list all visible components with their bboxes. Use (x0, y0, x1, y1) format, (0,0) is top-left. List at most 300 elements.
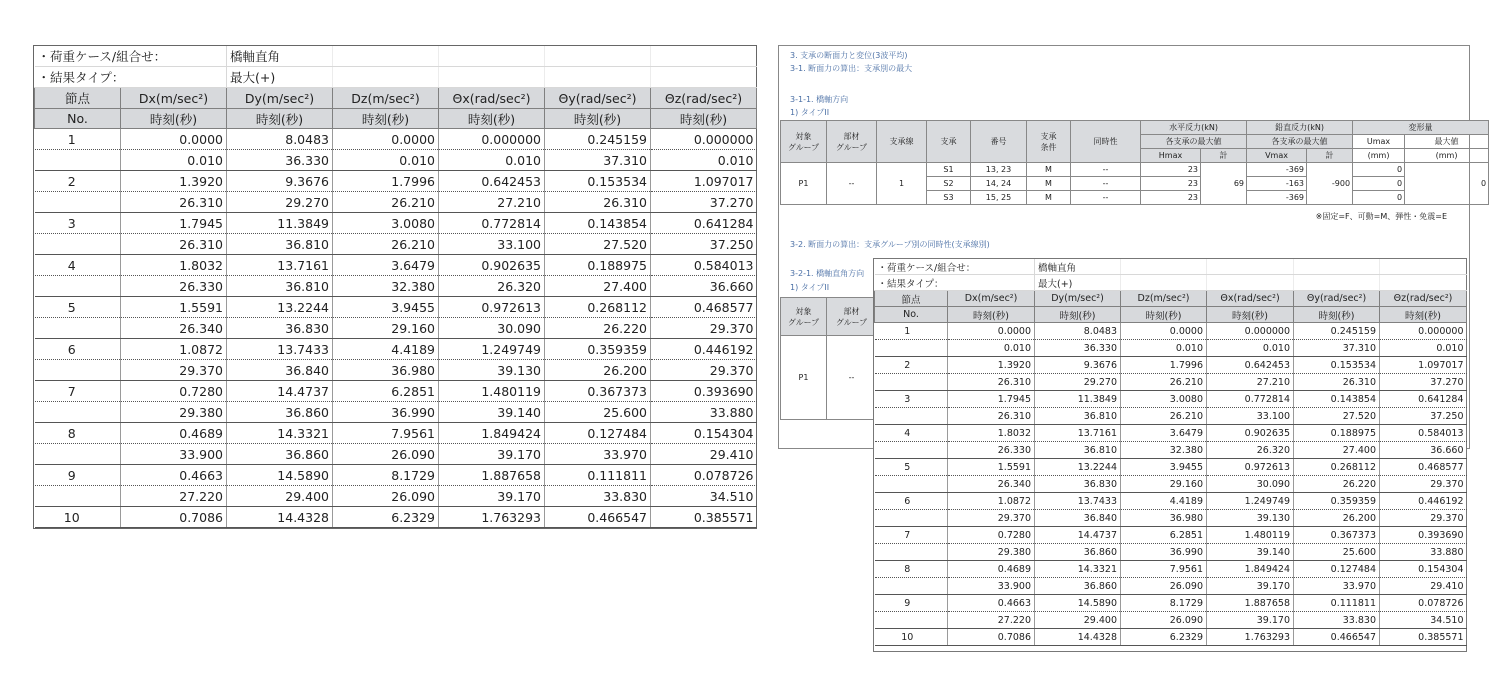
node-number: 7 (35, 381, 121, 402)
max-value-cell: 0.127484 (545, 423, 651, 444)
table-row (875, 612, 1467, 629)
time-value-cell: 29.370 (121, 360, 227, 381)
time-value-cell: 36.980 (333, 360, 439, 381)
table-row (35, 444, 757, 465)
time-value-cell: 33.100 (1207, 408, 1294, 425)
empty-cell (1121, 259, 1207, 275)
empty-cell (875, 408, 948, 425)
table-row (35, 507, 757, 528)
empty-cell (1207, 275, 1294, 291)
max-value-cell: 0.7086 (948, 629, 1035, 646)
time-value-cell: 36.990 (333, 402, 439, 423)
column-header: 時刻(秒) (545, 109, 651, 129)
max-value-cell: 1.887658 (439, 465, 545, 486)
max-value-cell: 3.6479 (333, 255, 439, 276)
cell-number: 15, 25 (971, 191, 1027, 205)
time-value-cell: 29.370 (948, 510, 1035, 527)
header-row (35, 109, 757, 129)
time-value-cell: 33.830 (545, 486, 651, 507)
time-value-cell: 29.380 (948, 544, 1035, 561)
max-value-cell: 0.111811 (545, 465, 651, 486)
time-value-cell: 29.370 (651, 360, 757, 381)
max-value-cell: 0.7280 (121, 381, 227, 402)
table-row (35, 402, 757, 423)
load-case-label: ・荷重ケース/組合せ： (875, 259, 1035, 275)
column-header: Dy(m/sec²) (227, 88, 333, 109)
max-value-cell: 0.154304 (1380, 561, 1467, 578)
time-value-cell: 0.010 (121, 150, 227, 171)
table-row (35, 234, 757, 255)
node-number: 3 (875, 391, 948, 408)
time-value-cell: 0.010 (948, 340, 1035, 357)
cell-v-total: -900 (1307, 163, 1353, 205)
max-value-cell: 7.9561 (333, 423, 439, 444)
node-number: 2 (35, 171, 121, 192)
node-number: 10 (875, 629, 948, 646)
time-value-cell: 26.340 (121, 318, 227, 339)
max-value-cell: 0.111811 (1294, 595, 1380, 612)
max-value-cell: 0.584013 (1380, 425, 1467, 442)
time-value-cell: 26.210 (1121, 374, 1207, 391)
column-header: Θy(rad/sec²) (545, 88, 651, 109)
max-value-cell: 9.3676 (1035, 357, 1121, 374)
time-value-cell: 39.130 (1207, 510, 1294, 527)
max-value-cell: 1.3920 (948, 357, 1035, 374)
max-value-cell: 13.7161 (227, 255, 333, 276)
empty-cell (875, 374, 948, 391)
max-value-cell: 1.887658 (1207, 595, 1294, 612)
time-value-cell: 26.200 (1294, 510, 1380, 527)
empty-cell (651, 67, 757, 88)
max-value-cell: 14.4737 (1035, 527, 1121, 544)
type-label: 1) タイプII (790, 108, 830, 117)
cell-bearing: S3 (927, 191, 971, 205)
node-number: 7 (875, 527, 948, 544)
cell-vmax: -369 (1247, 163, 1307, 177)
time-value-cell: 29.410 (651, 444, 757, 465)
max-value-cell: 0.367373 (545, 381, 651, 402)
time-value-cell: 29.370 (1380, 510, 1467, 527)
time-value-cell: 37.270 (1380, 374, 1467, 391)
max-value-cell: 11.3849 (1035, 391, 1121, 408)
cell-max-total: 0 (1405, 163, 1489, 205)
hdr-bearing: 支承 (927, 121, 971, 163)
empty-cell (35, 444, 121, 465)
hdr-condition: 支承 条件 (1027, 121, 1071, 163)
node-number: 4 (35, 255, 121, 276)
max-value-cell: 0.393690 (651, 381, 757, 402)
table-row (875, 527, 1467, 544)
cell-member: -- (827, 163, 877, 205)
table-row (875, 459, 1467, 476)
table-row (35, 318, 757, 339)
max-value-cell: 0.245159 (1294, 323, 1380, 340)
max-value-cell: 0.000000 (439, 129, 545, 150)
time-value-cell: 36.860 (1035, 578, 1121, 595)
max-value-cell: 1.849424 (439, 423, 545, 444)
max-value-cell: 3.9455 (1121, 459, 1207, 476)
table-row (35, 213, 757, 234)
time-value-cell: 36.330 (1035, 340, 1121, 357)
max-value-cell: 14.5890 (1035, 595, 1121, 612)
time-value-cell: 30.090 (439, 318, 545, 339)
time-value-cell: 25.600 (1294, 544, 1380, 561)
hdr-hmax: Hmax (1141, 149, 1201, 163)
column-header: No. (35, 109, 121, 129)
time-value-cell: 27.220 (948, 612, 1035, 629)
max-value-cell: 1.249749 (439, 339, 545, 360)
time-value-cell: 26.090 (1121, 612, 1207, 629)
column-header: 時刻(秒) (121, 109, 227, 129)
table-row (875, 476, 1467, 493)
table-row (35, 129, 757, 150)
hdr-deformation: 変形量 (1353, 121, 1489, 135)
max-value-cell: 0.154304 (651, 423, 757, 444)
result-type-row (875, 275, 1467, 291)
column-header: 時刻(秒) (1121, 307, 1207, 323)
time-value-cell: 26.220 (1294, 476, 1380, 493)
max-value-cell: 1.7945 (121, 213, 227, 234)
empty-cell (35, 486, 121, 507)
max-value-cell: 13.7433 (227, 339, 333, 360)
max-value-cell: 0.188975 (1294, 425, 1380, 442)
hdr-bearing-line: 支承線 (877, 121, 927, 163)
time-value-cell: 36.860 (227, 444, 333, 465)
max-value-cell: 1.0872 (948, 493, 1035, 510)
cell-cond: M (1027, 177, 1071, 191)
hdr-unit: (mm) (1353, 149, 1405, 163)
empty-cell (1380, 259, 1467, 275)
time-value-cell: 26.310 (545, 192, 651, 213)
column-header: Dz(m/sec²) (333, 88, 439, 109)
result-type-value: 最大(+) (1035, 275, 1121, 291)
empty-cell (35, 318, 121, 339)
time-value-cell: 37.270 (651, 192, 757, 213)
max-value-cell: 6.2851 (1121, 527, 1207, 544)
column-header: 時刻(秒) (1035, 307, 1121, 323)
hdr-target-group: 対象 グループ (781, 298, 827, 336)
max-value-cell: 0.4663 (948, 595, 1035, 612)
legend-note: ※固定=F、可動=M、弾性・免震=E (1315, 212, 1447, 221)
max-value-cell: 0.000000 (651, 129, 757, 150)
max-value-cell: 0.078726 (651, 465, 757, 486)
time-value-cell: 39.140 (1207, 544, 1294, 561)
max-value-cell: 0.584013 (651, 255, 757, 276)
max-value-cell: 14.3321 (227, 423, 333, 444)
column-header: Dx(m/sec²) (948, 291, 1035, 307)
time-value-cell: 26.310 (948, 408, 1035, 425)
time-value-cell: 29.160 (1121, 476, 1207, 493)
empty-cell (651, 46, 757, 67)
max-value-cell: 8.0483 (227, 129, 333, 150)
table-row (35, 381, 757, 402)
max-value-cell: 0.359359 (1294, 493, 1380, 510)
max-value-cell: 3.0080 (333, 213, 439, 234)
table-row (35, 192, 757, 213)
table-row (35, 255, 757, 276)
time-value-cell: 29.270 (227, 192, 333, 213)
time-value-cell: 39.170 (439, 444, 545, 465)
empty-cell (35, 402, 121, 423)
max-value-cell: 1.480119 (439, 381, 545, 402)
empty-cell (875, 476, 948, 493)
time-value-cell: 30.090 (1207, 476, 1294, 493)
time-value-cell: 36.810 (227, 276, 333, 297)
column-header: Θx(rad/sec²) (439, 88, 545, 109)
time-value-cell: 26.090 (333, 486, 439, 507)
time-value-cell: 26.330 (948, 442, 1035, 459)
hdr-target-group: 対象 グループ (781, 121, 827, 163)
max-value-cell: 0.0000 (121, 129, 227, 150)
section-heading: 3-2. 断面力の算出：支承グループ別の同時性(支承線別) (790, 240, 990, 249)
time-value-cell: 0.010 (1121, 340, 1207, 357)
empty-cell (35, 276, 121, 297)
load-case-value: 橋軸直角 (227, 46, 333, 67)
time-value-cell: 32.380 (1121, 442, 1207, 459)
table-row (875, 578, 1467, 595)
node-number: 6 (35, 339, 121, 360)
max-value-cell: 0.972613 (1207, 459, 1294, 476)
table-row (875, 391, 1467, 408)
table-row (875, 374, 1467, 391)
empty-cell (1121, 275, 1207, 291)
max-value-cell: 14.5890 (227, 465, 333, 486)
node-number: 4 (875, 425, 948, 442)
hdr-each-max: 各支承の最大値 (1247, 135, 1353, 149)
node-number: 8 (35, 423, 121, 444)
load-case-value: 橋軸直角 (1035, 259, 1121, 275)
max-value-cell: 6.2851 (333, 381, 439, 402)
time-value-cell: 26.210 (333, 234, 439, 255)
table-row (875, 340, 1467, 357)
time-value-cell: 27.400 (545, 276, 651, 297)
table-row (35, 423, 757, 444)
time-value-cell: 29.380 (121, 402, 227, 423)
max-value-cell: 1.5591 (948, 459, 1035, 476)
column-header: 時刻(秒) (439, 109, 545, 129)
max-value-cell: 0.367373 (1294, 527, 1380, 544)
column-header: Θz(rad/sec²) (651, 88, 757, 109)
max-value-cell: 1.849424 (1207, 561, 1294, 578)
max-value-cell: 13.7161 (1035, 425, 1121, 442)
node-number: 5 (875, 459, 948, 476)
empty-cell (875, 510, 948, 527)
max-value-cell: 0.143854 (1294, 391, 1380, 408)
empty-cell (35, 360, 121, 381)
cell-hmax: 23 (1141, 163, 1201, 177)
time-value-cell: 33.100 (439, 234, 545, 255)
cell-h-total: 69 (1201, 163, 1247, 205)
max-value-cell: 0.078726 (1380, 595, 1467, 612)
table-row (875, 425, 1467, 442)
hdr-member-group: 部材 グループ (827, 298, 877, 336)
empty-cell (545, 46, 651, 67)
time-value-cell: 0.010 (1380, 340, 1467, 357)
time-value-cell: 33.830 (1294, 612, 1380, 629)
column-header: Θy(rad/sec²) (1294, 291, 1380, 307)
time-value-cell: 26.320 (439, 276, 545, 297)
time-value-cell: 37.310 (545, 150, 651, 171)
hdr-max-value: 最大値 (1405, 135, 1489, 149)
max-value-cell: 0.268112 (545, 297, 651, 318)
time-value-cell: 26.200 (545, 360, 651, 381)
max-value-cell: 0.4689 (121, 423, 227, 444)
time-value-cell: 27.210 (1207, 374, 1294, 391)
max-value-cell: 1.8032 (948, 425, 1035, 442)
node-number: 9 (35, 465, 121, 486)
max-value-cell: 14.4328 (227, 507, 333, 528)
cell-hmax: 23 (1141, 191, 1201, 205)
max-value-cell: 13.2244 (227, 297, 333, 318)
max-value-cell: 1.7996 (1121, 357, 1207, 374)
max-value-cell: 3.9455 (333, 297, 439, 318)
max-value-cell: 8.0483 (1035, 323, 1121, 340)
table-row (875, 595, 1467, 612)
max-value-cell: 0.245159 (545, 129, 651, 150)
max-value-cell: 14.3321 (1035, 561, 1121, 578)
time-value-cell: 26.220 (545, 318, 651, 339)
table-row (35, 150, 757, 171)
time-value-cell: 36.990 (1121, 544, 1207, 561)
hdr-sum: 計 (1307, 149, 1353, 163)
cell-hmax: 23 (1141, 177, 1201, 191)
time-value-cell: 26.310 (1294, 374, 1380, 391)
max-value-cell: 3.0080 (1121, 391, 1207, 408)
time-value-cell: 26.310 (948, 374, 1035, 391)
table-row (35, 171, 757, 192)
time-value-cell: 0.010 (1207, 340, 1294, 357)
column-header: Θx(rad/sec²) (1207, 291, 1294, 307)
max-value-cell: 1.8032 (121, 255, 227, 276)
time-value-cell: 34.510 (1380, 612, 1467, 629)
time-value-cell: 37.310 (1294, 340, 1380, 357)
max-value-cell: 3.6479 (1121, 425, 1207, 442)
column-header: Dx(m/sec²) (121, 88, 227, 109)
table-row (875, 357, 1467, 374)
time-value-cell: 29.370 (651, 318, 757, 339)
max-value-cell: 0.393690 (1380, 527, 1467, 544)
max-value-cell: 8.1729 (333, 465, 439, 486)
time-value-cell: 29.400 (1035, 612, 1121, 629)
node-number: 6 (875, 493, 948, 510)
max-value-cell: 0.385571 (651, 507, 757, 528)
cell-bearing: S2 (927, 177, 971, 191)
subsection-heading: 3-1-1. 橋軸方向 (790, 95, 849, 104)
table-row (35, 360, 757, 381)
cell-cond: M (1027, 191, 1071, 205)
max-value-cell: 1.097017 (651, 171, 757, 192)
time-value-cell: 36.860 (1035, 544, 1121, 561)
column-header: Θz(rad/sec²) (1380, 291, 1467, 307)
time-value-cell: 36.980 (1121, 510, 1207, 527)
empty-cell (875, 544, 948, 561)
section-heading: 3. 支承の断面力と変位(3波平均) (790, 51, 908, 60)
max-value-cell: 0.268112 (1294, 459, 1380, 476)
max-value-cell: 0.127484 (1294, 561, 1380, 578)
time-value-cell: 33.880 (651, 402, 757, 423)
table-row (35, 486, 757, 507)
max-value-cell: 0.000000 (1207, 323, 1294, 340)
result-table-overlay (873, 258, 1467, 652)
max-value-cell: 0.466547 (545, 507, 651, 528)
max-value-cell: 0.7086 (121, 507, 227, 528)
time-value-cell: 26.330 (121, 276, 227, 297)
cell-umax: 0 (1353, 177, 1405, 191)
time-value-cell: 36.660 (1380, 442, 1467, 459)
cell-number: 14, 24 (971, 177, 1027, 191)
hdr-unit: (mm) (1405, 149, 1489, 163)
load-case-row (35, 46, 757, 67)
time-value-cell: 0.010 (651, 150, 757, 171)
time-value-cell: 29.400 (227, 486, 333, 507)
hdr-each-max: 各支承の最大値 (1141, 135, 1247, 149)
node-number: 1 (875, 323, 948, 340)
result-type-value: 最大(+) (227, 67, 333, 88)
time-value-cell: 36.810 (227, 234, 333, 255)
empty-cell (35, 150, 121, 171)
hdr-vmax: Vmax (1247, 149, 1307, 163)
column-header: 時刻(秒) (333, 109, 439, 129)
time-value-cell: 37.250 (1380, 408, 1467, 425)
time-value-cell: 39.130 (439, 360, 545, 381)
empty-cell (545, 67, 651, 88)
time-value-cell: 26.320 (1207, 442, 1294, 459)
hdr-number: 番号 (971, 121, 1027, 163)
time-value-cell: 39.170 (439, 486, 545, 507)
cell-group: P1 (781, 163, 827, 205)
hdr-member-group: 部材 グループ (827, 121, 877, 163)
max-value-cell: 9.3676 (227, 171, 333, 192)
max-value-cell: 0.0000 (948, 323, 1035, 340)
time-value-cell: 36.330 (227, 150, 333, 171)
cell-umax: 0 (1353, 163, 1405, 177)
table-row (35, 339, 757, 360)
table-row (875, 442, 1467, 459)
node-number: 8 (875, 561, 948, 578)
time-value-cell: 36.660 (651, 276, 757, 297)
node-number: 2 (875, 357, 948, 374)
max-value-cell: 1.3920 (121, 171, 227, 192)
header-row (35, 88, 757, 109)
max-value-cell: 6.2329 (1121, 629, 1207, 646)
hdr-simultaneity: 同時性 (1071, 121, 1141, 163)
subsection-heading: 3-2-1. 橋軸直角方向 (790, 269, 865, 278)
max-value-cell: 0.641284 (651, 213, 757, 234)
max-value-cell: 7.9561 (1121, 561, 1207, 578)
time-value-cell: 25.600 (545, 402, 651, 423)
max-value-cell: 0.7280 (948, 527, 1035, 544)
table-row (35, 276, 757, 297)
cell-line: 1 (877, 163, 927, 205)
table-row (875, 408, 1467, 425)
cell-umax: 0 (1353, 191, 1405, 205)
max-value-cell: 0.153534 (545, 171, 651, 192)
empty-cell (875, 578, 948, 595)
max-value-cell: 0.153534 (1294, 357, 1380, 374)
time-value-cell: 39.170 (1207, 578, 1294, 595)
max-value-cell: 11.3849 (227, 213, 333, 234)
table-row (875, 629, 1467, 646)
cell-sim: -- (1071, 177, 1141, 191)
table-row (875, 493, 1467, 510)
type-label: 1) タイプII (790, 283, 830, 292)
cell-cond: M (1027, 163, 1071, 177)
time-value-cell: 0.010 (333, 150, 439, 171)
time-value-cell: 39.140 (439, 402, 545, 423)
cell-group: P1 (781, 336, 827, 420)
time-value-cell: 26.210 (333, 192, 439, 213)
time-value-cell: 37.250 (651, 234, 757, 255)
